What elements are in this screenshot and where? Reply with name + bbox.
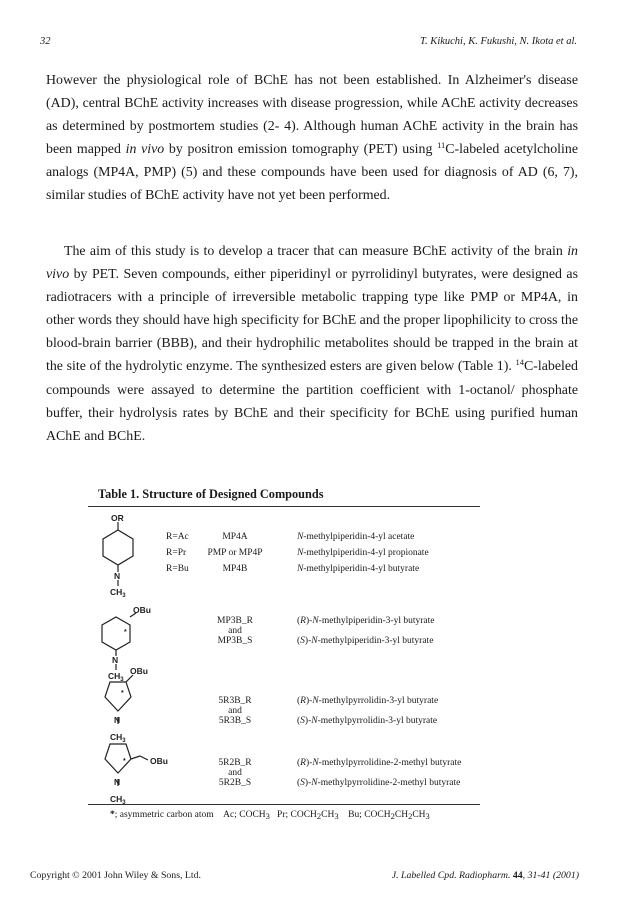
compound-name: (S)-N-methylpiperidin-3-yl butyrate <box>297 636 434 646</box>
compound-name: (R)-N-methylpyrrolidin-3-yl butyrate <box>297 696 439 706</box>
table-title: Table 1. Structure of Designed Compounds <box>98 487 324 501</box>
abbrev-mp4a: MP4A <box>222 532 248 542</box>
compound-name: (S)-N-methylpyrrolidine-2-methyl butyrate <box>297 778 461 788</box>
pyrrolidine-ring-2 <box>105 744 131 773</box>
journal-citation: J. Labelled Cpd. Radiopharm. 44, 31-41 (2001) <box>391 870 579 881</box>
body-paragraph-2 <box>46 240 578 448</box>
ch3-label: $CH_3$ <box>108 671 124 683</box>
abbrev-mp4b: MP4B <box>222 564 248 574</box>
r-group-bu: R=Bu <box>166 564 189 574</box>
paragraph-text: However the physiological role of BChE has not been established. In Alzheimer's disease (AD), central BChE activity increases with disease progression, while AChE activity decreases as determined by postmortem studies (2- 4). Although human AChE activity in the brain has been mapped in vivo by positron emission tomography (PET) using $^{11}$C-labeled acetylcholine analogs (MP4A, PMP) (5) and these compounds have been used for diagnosis of AD (6, 7), similar studies of BChE activity have not yet been performed. <box>46 73 579 204</box>
piperidine-ring-1 <box>103 530 133 565</box>
abbrev-s: 5R3B_S <box>218 716 252 726</box>
abbrev-s: 5R2B_S <box>218 778 252 788</box>
ch3-label: $CH_3$ <box>110 794 126 806</box>
table-top-rule <box>88 506 480 507</box>
abbrev-s: MP3B_S <box>217 636 253 646</box>
or-label: OR <box>111 513 124 523</box>
n-label: N <box>114 777 121 787</box>
abbrev-pmp: PMP or MP4P <box>207 548 263 558</box>
n-label: N <box>112 655 119 665</box>
ch3-label: $CH_3$ <box>110 732 126 744</box>
obu-label: OBu <box>150 756 168 766</box>
r-group-pr: R=Pr <box>166 548 187 558</box>
paragraph-text: The aim of this study is to develop a tracer that can measure BChE activity of the brain in vivo by PET. Seven compounds, either piperidinyl or pyrrolidinyl butyrates, were designed as radiotracers with a principle of irreversible metabolic trapping type like PMP or MP4A, in other words they should have high specificity for BChE and the proper lipophilicity to cross the blood-brain barrier (BBB), and their hydrophilic metabolites should be trapped in the brain at the site of the hydrolytic enzyme. The synthesized esters are given below (Table 1). $^{14}$C-labeled compounds were assayed to determine the partition coefficient with 1-octanol/ phosphate buffer, their hydrolysis rates by BChE and their specificity for BChE using purified human AChE and BChE. <box>46 244 578 444</box>
compound-name: (R)-N-methylpyrrolidine-2-methyl butyrate <box>297 758 462 768</box>
abbrev-r: 5R3B_R <box>218 696 252 706</box>
body-paragraph-1 <box>46 69 578 208</box>
ch3-label: $CH_3$ <box>110 587 126 599</box>
obu-label: OBu <box>130 666 148 676</box>
compound-name: N-methylpiperidin-4-yl butyrate <box>297 564 420 574</box>
abbrev-and: and <box>228 626 242 636</box>
compound-name: N-methylpiperidin-4-yl acetate <box>297 532 415 542</box>
asterisk-label: * <box>123 758 126 765</box>
compound-name: (R)-N-methylpiperidin-3-yl butyrate <box>297 616 435 626</box>
obu-label: OBu <box>133 605 151 615</box>
n-label: N <box>114 571 121 581</box>
abbrev-and: and <box>228 706 242 716</box>
compound-name: (S)-N-methylpyrrolidin-3-yl butyrate <box>297 716 438 726</box>
pyrrolidine-ring-1 <box>105 682 131 711</box>
page-number: 32 <box>40 36 51 47</box>
abbrev-r: 5R2B_R <box>218 758 252 768</box>
table-footnote: *; asymmetric carbon atom Ac; $COCH_3$ Pr; $COCH_2CH_3$ Bu; $COCH_2CH_2CH_3$ <box>110 810 430 821</box>
running-head: T. Kikuchi, K. Fukushi, N. Ikota et al. <box>420 36 577 47</box>
asterisk-label: * <box>121 690 124 697</box>
abbrev-r: MP3B_R <box>217 616 253 626</box>
abbrev-and: and <box>228 768 242 778</box>
copyright-notice: Copyright © 2001 John Wiley & Sons, Ltd. <box>30 870 201 881</box>
compound-name: N-methylpiperidin-4-yl propionate <box>297 548 429 558</box>
asterisk-label: * <box>124 629 127 636</box>
n-label: N <box>114 715 121 725</box>
r-group-ac: R=Ac <box>166 532 189 542</box>
